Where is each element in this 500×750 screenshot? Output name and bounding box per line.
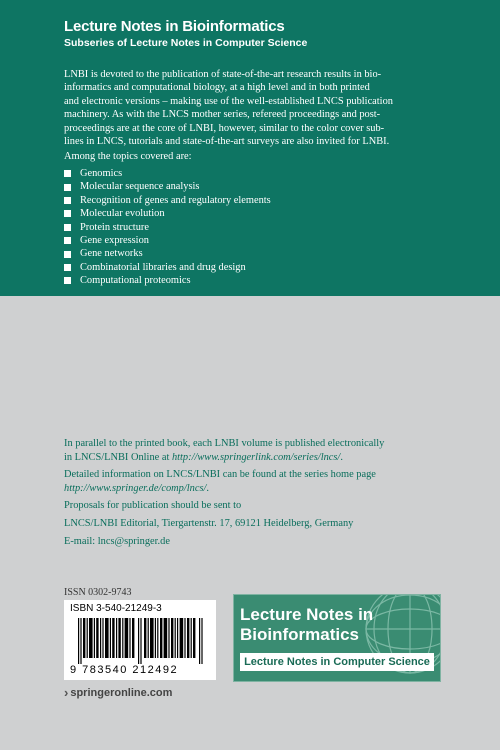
series-homepage-url[interactable]: http://www.springer.de/comp/lncs/ [64,482,207,494]
topic-item [64,194,271,207]
square-bullet-icon [64,210,71,217]
website-label: springeronline.com [70,686,173,699]
topic-item [64,247,271,260]
punctuation: . [206,482,209,494]
topic-label: Computational proteomics [80,275,191,287]
square-bullet-icon [64,224,71,231]
online-info-text-2: in LNCS/LNBI Online at [64,451,172,463]
topic-label: Gene networks [80,248,143,260]
homepage-info-text: Detailed information on LNCS/LNBI can be found at the series home page [64,469,376,481]
topic-item [64,167,271,180]
topic-label: Molecular sequence analysis [80,181,200,193]
publication-info [64,437,444,552]
punctuation: . [340,451,343,463]
description-line: lines in LNCS, tutorials and state-of-the-art surveys are also invited for LNBI. [64,136,390,148]
logo-title-line1: Lecture Notes in [240,605,374,624]
description-line: proceedings are at the core of LNBI, however, similar to the color cover sub- [64,122,385,134]
square-bullet-icon [64,170,71,177]
homepage-info-paragraph [64,468,444,495]
series-title: Lecture Notes in Bioinformatics [64,18,285,35]
square-bullet-icon [64,251,71,258]
editorial-address: LNCS/LNBI Editorial, Tiergartenstr. 17, 69121 Heidelberg, Germany [64,517,354,529]
square-bullet-icon [64,237,71,244]
logo-title-line2: Bioinformatics [240,625,360,644]
online-info-paragraph [64,437,444,464]
topic-label: Combinatorial libraries and drug design [80,261,246,273]
square-bullet-icon [64,197,71,204]
topic-label: Genomics [80,168,123,179]
issn: ISSN 0302-9743 [64,587,132,598]
square-bullet-icon [64,184,71,191]
springerlink-url[interactable]: http://www.springerlink.com/series/lncs/ [171,451,341,463]
logo-subtitle: Lecture Notes in Computer Science [240,653,434,671]
topic-label: Gene expression [80,235,149,247]
ean-number: 9 783540 212492 [70,664,179,676]
chevron-right-icon: › [64,685,69,700]
description-line: machinery. As with the LNCS mother series, refereed proceedings and post- [64,109,381,121]
topic-item [64,180,271,193]
topic-item [64,261,271,274]
topic-item [64,234,271,247]
series-logo [233,594,441,682]
topics-list [64,167,271,288]
topic-label: Recognition of genes and regulatory elements [80,194,271,206]
topic-item [64,221,271,234]
isbn-label: ISBN 3-540-21249-3 [70,603,162,614]
square-bullet-icon [64,277,71,284]
topic-label: Molecular evolution [80,208,165,220]
topic-item [64,207,271,220]
barcode-box [64,600,216,680]
description-line: and electronic versions – making use of the well-established LNCS publication [64,95,393,107]
topic-item [64,274,271,287]
topic-label: Protein structure [80,221,149,233]
description-line: LNBI is devoted to the publication of state-of-the-art research results in bio- [64,69,382,80]
barcode-icon [78,618,204,664]
description-line: informatics and computational biology, at a high level and in both printed [64,82,370,94]
series-description-panel [0,0,500,296]
email-line: E-mail: lncs@springer.de [64,535,170,547]
series-subtitle: Subseries of Lecture Notes in Computer Science [64,37,308,49]
topics-intro: Among the topics covered are: [64,151,192,162]
proposals-text: Proposals for publication should be sent to [64,500,242,512]
series-description [64,68,444,148]
springer-website[interactable] [64,685,172,700]
square-bullet-icon [64,264,71,271]
online-info-text: In parallel to the printed book, each LNBI volume is published electronically [64,438,385,449]
